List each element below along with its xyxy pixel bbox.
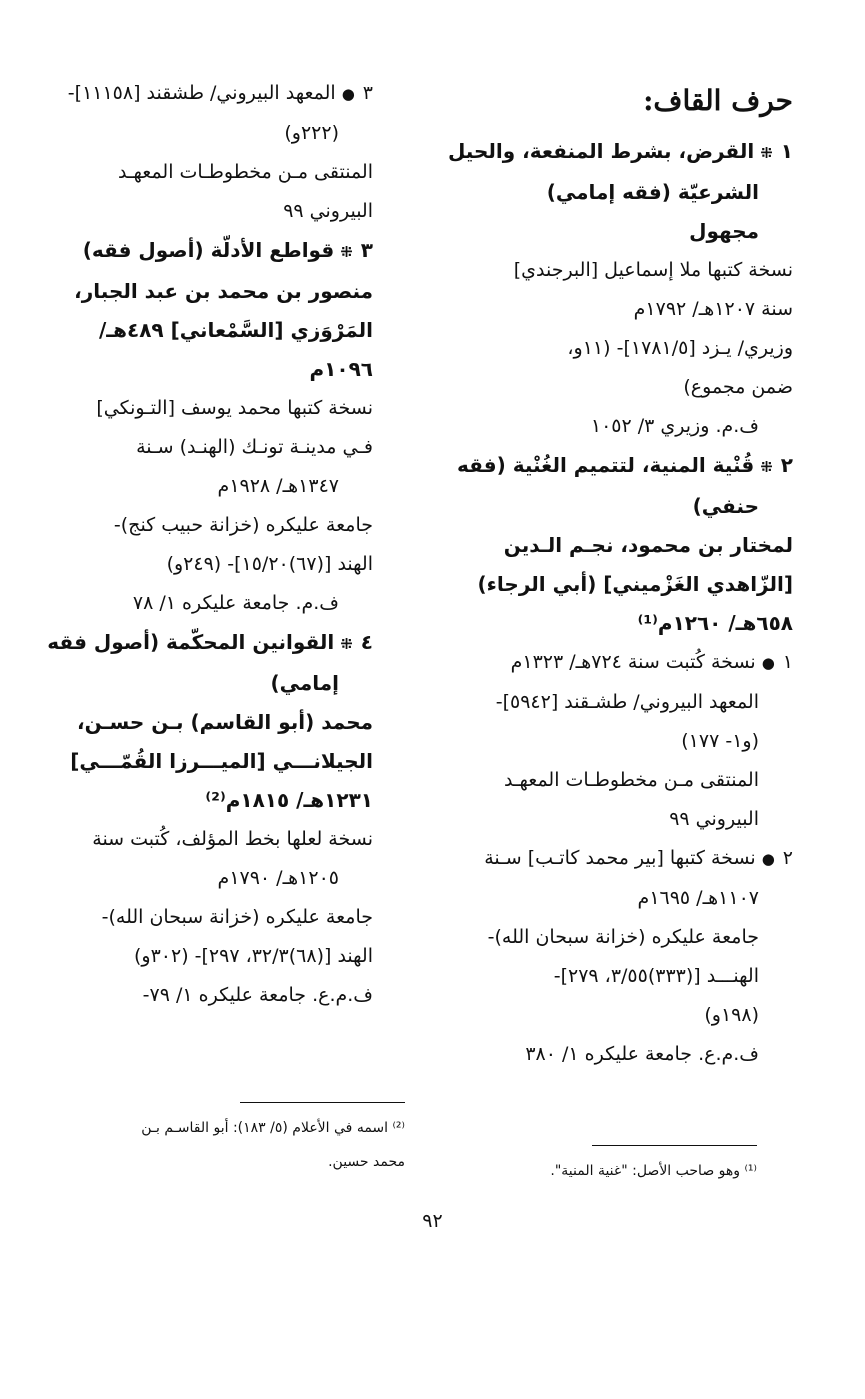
entry-line: ف.م.ع. جامعة عليكره ١/ ٧٩-	[142, 984, 373, 1006]
entry-title-cont: الشرعيّة (فقه إمامي)	[546, 180, 759, 204]
footnote-separator	[592, 1145, 757, 1146]
entry-author: ٦٥٨هـ/ ١٢٦٠م⁽¹⁾	[637, 611, 793, 635]
entry-title: ١⁜القرض، بشرط المنفعة، والحيل	[448, 139, 793, 163]
entry-line: الهند [(٦٧)١٥/٢٠]- (٢٤٩و)	[166, 553, 373, 575]
entry-author: محمد (أبو القاسم) بـن حسـن،	[77, 710, 373, 734]
entry-line: ١٢٠٥هـ/ ١٧٩٠م	[217, 867, 339, 889]
catalog-entry	[33, 231, 373, 623]
entry-title-cont: حنفي)	[692, 494, 759, 518]
entry-author: الجيلانـــي [الميـــرزا القُمّـــي]	[70, 749, 373, 773]
entry-line: ف.م. وزيري ٣/ ١٠٥٢	[590, 415, 759, 437]
copy-line: (٢٢٢و)	[284, 122, 339, 144]
footnote: ⁽¹⁾ وهو صاحب الأصل: "غنية المنية".	[550, 1163, 757, 1179]
catalog-entry	[438, 132, 793, 446]
copy-line: المنتقى مـن مخطوطـات المعهـد	[503, 769, 759, 791]
copy-line: ١١٠٧هـ/ ١٦٩٥م	[637, 887, 759, 909]
copy-line: المنتقى مـن مخطوطـات المعهـد	[117, 161, 373, 183]
copy-line: البيروني ٩٩	[283, 200, 373, 222]
page-number: ٩٢	[422, 1210, 443, 1232]
entry-author: لمختار بن محمود، نجـم الـدين	[503, 533, 793, 557]
entry-title: ٤⁜القوانين المحكّمة (أصول فقه	[47, 630, 373, 654]
asterisk-ornament-icon: ⁜	[340, 243, 353, 261]
entry-author: المَرْوَزي [السَّمْعاني] ٤٨٩هـ/	[98, 318, 373, 342]
entry-line: نسخة لعلها بخط المؤلف، كُتبت سنة	[92, 828, 373, 850]
footnote-separator	[240, 1102, 405, 1103]
entry-author: مجهول	[689, 219, 759, 243]
copy-line: المعهد البيروني/ طشـقند [٥٩٤٢]-	[495, 691, 759, 713]
manuscript-copy	[33, 74, 373, 231]
copy-line: (١٩٨و)	[704, 1004, 759, 1026]
copy-line: ٣●المعهد البيروني/ طشقند [١١١٥٨]-	[33, 74, 373, 114]
entry-line: الهند [(٦٨)٣٢/٣، ٢٩٧]- (٣٠٢و)	[133, 945, 373, 967]
footnotes-right	[467, 1145, 757, 1188]
section-heading: حرف القاف:	[643, 84, 793, 117]
manuscript-copy	[438, 643, 793, 839]
copy-line: (و١- ١٧٧)	[681, 730, 759, 752]
asterisk-ornament-icon: ⁜	[760, 144, 773, 162]
manuscript-copy	[438, 839, 793, 1074]
footnote: محمد حسين.	[328, 1154, 405, 1170]
entry-line: نسخة كتبها ملا إسماعيل [البرجندي]	[513, 259, 793, 281]
footnote: ⁽²⁾ اسمه في الأعلام (٥/ ١٨٣): أبو القاسـم بـن	[141, 1120, 405, 1136]
asterisk-ornament-icon: ⁜	[760, 458, 773, 476]
entry-line: ضمن مجموع)	[683, 376, 793, 398]
entry-title-cont: إمامي)	[270, 671, 339, 695]
catalog-entry	[438, 446, 793, 1074]
copy-line: جامعة عليكره (خزانة سبحان الله)-	[487, 926, 759, 948]
entry-line: نسخة كتبها محمد يوسف [التـونكي]	[96, 397, 373, 419]
entry-line: جامعة عليكره (خزانة سبحان الله)-	[101, 906, 373, 928]
left-column	[33, 74, 373, 1015]
bullet-icon: ●	[761, 654, 775, 672]
entry-author: ١٠٩٦م	[309, 357, 373, 381]
copy-line: ٢●نسخة كتبها [بير محمد كاتـب] سـنة	[438, 839, 793, 879]
copy-line: ف.م.ع. جامعة عليكره ١/ ٣٨٠	[525, 1043, 759, 1065]
entry-author: [الزّاهدي الغَزْميني] (أبي الرجاء)	[477, 572, 793, 596]
catalog-entry	[33, 623, 373, 1015]
copy-line: البيروني ٩٩	[669, 808, 759, 830]
entry-author: ١٢٣١هـ/ ١٨١٥م⁽²⁾	[205, 788, 373, 812]
entry-line: سنة ١٢٠٧هـ/ ١٧٩٢م	[633, 298, 793, 320]
entry-line: ف.م. جامعة عليكره ١/ ٧٨	[132, 592, 339, 614]
copy-line: الهنـــد [(٣٣٣)٣/٥٥، ٢٧٩]-	[553, 965, 759, 987]
entry-line: جامعة عليكره (خزانة حبيب كنج)-	[113, 514, 373, 536]
entry-line: ١٣٤٧هـ/ ١٩٢٨م	[217, 475, 339, 497]
entry-title: ٣⁜قواطع الأدلّة (أصول فقه)	[83, 238, 373, 262]
entry-title: ٢⁜قُنْية المنية، لتتميم الغُنْية (فقه	[457, 453, 793, 477]
bullet-icon: ●	[341, 85, 355, 103]
entry-line: وزيري/ يـزد [١٧٨١/٥]- (١١و،	[567, 337, 793, 359]
asterisk-ornament-icon: ⁜	[340, 635, 353, 653]
entry-line: فـي مدينـة تونـك (الهنـد) سـنة	[136, 436, 373, 458]
right-column	[438, 76, 793, 1074]
footnotes-left	[50, 1102, 405, 1179]
entry-author: منصور بن محمد بن عبد الجبار،	[74, 279, 373, 303]
copy-line: ١●نسخة كُتبت سنة ٧٢٤هـ/ ١٣٢٣م	[438, 643, 793, 683]
bullet-icon: ●	[761, 850, 775, 868]
